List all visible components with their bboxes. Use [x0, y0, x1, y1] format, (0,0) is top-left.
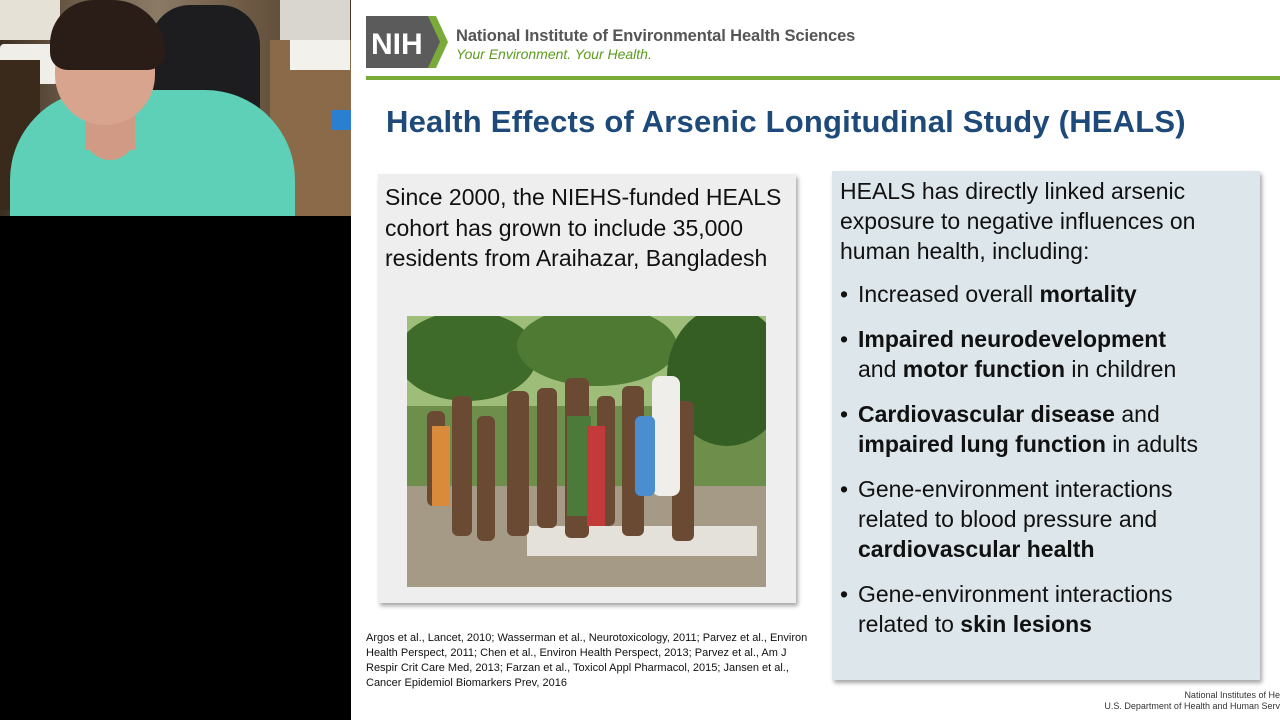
slide-footer [1051, 690, 1280, 712]
bullet-text: in adults [1105, 431, 1198, 457]
bullet-text: in children [1065, 356, 1177, 382]
slide-title: Health Effects of Arsenic Longitudinal Study (HEALS) [386, 104, 1186, 139]
organization-name: National Institute of Environmental Health Sciences [456, 27, 856, 45]
cohort-description: Since 2000, the NIEHS-funded HEALS cohort has grown to include 35,000 residents from Araihazar, Bangladesh [385, 184, 782, 271]
bullet-cardiovascular [840, 399, 1252, 459]
bullet-text: Gene-environment interactions related to blood pressure and [858, 476, 1173, 532]
bullet-icon: • [840, 476, 849, 502]
bullet-emphasis: Impaired neurodevelopment [858, 326, 1167, 352]
bullet-emphasis: Cardiovascular disease [858, 401, 1115, 427]
bullet-mortality [840, 279, 1252, 309]
bullet-gene-skin-lesions [840, 579, 1252, 639]
bullet-icon: • [840, 281, 849, 307]
health-effects-intro: HEALS has directly linked arsenic exposure to negative influences on human health, including: [840, 178, 1196, 264]
footer-line: National Institutes of He [1184, 690, 1280, 700]
bullet-icon: • [840, 581, 849, 607]
nih-logo [366, 16, 448, 68]
bullet-text: and [858, 356, 903, 382]
bullet-text: Gene-environment interactions related to [858, 581, 1173, 637]
header-divider [366, 76, 1280, 80]
bullet-emphasis: cardiovascular health [858, 536, 1095, 562]
bullet-neurodevelopment [840, 324, 1252, 384]
bullet-text: Increased overall [858, 281, 1040, 307]
webcam-video [0, 0, 351, 216]
svg-text:NIH: NIH [371, 28, 423, 61]
cohort-panel [378, 174, 796, 603]
bullet-icon: • [840, 326, 849, 352]
references-text: Argos et al., Lancet, 2010; Wasserman et al., Neurotoxicology, 2011; Parvez et al., Environ Health Perspect, 2011; Chen et al., Environ Health Perspect, 2013; Parvez et al., Am J Respir Crit Care Med, 2013; Farzan et al., Toxicol Appl Pharmacol, 2015; Jansen et al., Cancer Epidemiol Biomarkers Prev, 2016 [366, 632, 808, 689]
bullet-gene-blood-pressure [840, 474, 1252, 564]
health-effects-panel [832, 171, 1260, 680]
bullet-emphasis: motor function [902, 356, 1066, 382]
bullet-emphasis: skin lesions [960, 611, 1092, 637]
footer-line: U.S. Department of Health and Human Serv [1104, 701, 1280, 711]
presentation-slide [351, 0, 1280, 720]
bullet-text: and [1114, 401, 1160, 427]
organization-tagline: Your Environment. Your Health. [456, 46, 652, 62]
bullet-icon: • [840, 401, 849, 427]
cohort-group-photo [407, 316, 766, 587]
bullet-emphasis: impaired lung function [858, 431, 1106, 457]
bullet-emphasis: mortality [1039, 281, 1137, 307]
